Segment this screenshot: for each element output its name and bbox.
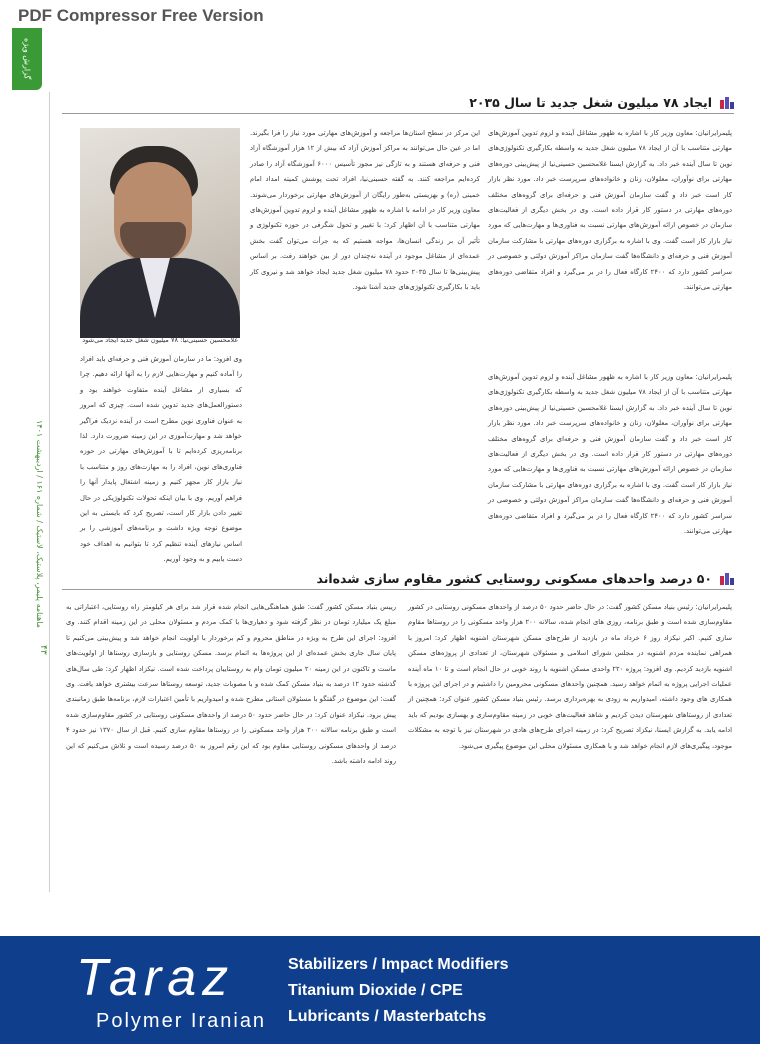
taraz-advertisement-banner — [0, 936, 760, 1044]
article2-column-left: رییس بنیاد مسکن کشور گفت: طبق هماهنگی‌هایی انجام شده قرار شد برای هر کیلومتر راه روستایی، اعتباراتی به مبلغ یک میلیارد تومان در نظر گرفته شود و دهیاری‌ها با کمک مردم و مسئولان محلی در این زمینه اقدام کنند. وی افزود: اجرای این طرح به ویژه در مناطق محروم و کم برخوردار با اولویت انجام خواهد شد و پیش‌بینی می‌کنیم تا پایان سال جاری بخش عمده‌ای از این پروژه‌ها به اتمام برسد. مسکن روستایی و بازسازی روستاها از اولویت‌های ماست و تاکنون در این زمینه ۲۰ میلیون تومان وام به روستاییان پرداخت شده است. نیکزاد اظهار کرد: طی سال‌های گذشته حدود ۱۲ درصد به بنیاد مسکن کمک شده و با مصوبات جدید، توسعه روستاها سرعت بیشتری خواهد یافت. وی گفت: این موضوع در گفتگو با مسئولان استانی مطرح شده و امیدواریم با تأمین اعتبارات لازم، برنامه‌ها طبق زمانبندی پیش برود. نیکزاد عنوان کرد: در حال حاضر حدود ۵۰ درصد از واحدهای مسکونی روستایی در کشور مقاوم‌سازی شده است و طبق برنامه سالانه ۲۰۰ هزار واحد مسکونی را در روستاها مقاوم سازی کنیم. قبل از سال ۱۳۷۰ نیز حدود ۴ درصد از واحدهای مسکونی روستایی مقاوم بود که این رقم امروز به ۵۰ درصد رسیده است و تلاش می‌کنیم که این روند ادامه داشته باشد. — [66, 603, 396, 766]
product-line: Lubricants / Masterbatchs — [288, 1008, 487, 1025]
article1-column-middle: این مرکز در سطح استان‌ها مراجعه و آموزش‌های مهارتی مورد نیاز را فرا بگیرند. اما در عین حال می‌توانند به مراکز آموزش آزاد که بیش از ۱۲ هزار آموزشگاه آزاد فنی و حرفه‌ای هستند و به تازگی نیز مجوز تأسیس ۶۰۰۰ آموزشگاه آزاد را صادر کرده‌ایم مراجعه کنند. به گفته حسینی‌نیا، افراد تحت پوشش کمیته امداد امام خمینی (ره) و بهزیستی به‌طور رایگان از آموزش‌های مهارتی برخوردار می‌شوند. معاون وزیر کار در ادامه با اشاره به ظهور مشاغل آینده و لزوم تدوین آموزش‌های مهارتی متناسب با آن اظهار کرد: با تغییر و تحول شگرفی در حوزه تکنولوژی و تأثیر آن بر زندگی انسان‌ها، مواجه هستیم که به جرأت می‌توان گفت بخش عمده‌ای از مشاغل موجود در آینده نه‌چندان دور از بین خواهند رفت. بر اساس پیش‌بینی‌ها تا سال ۲۰۳۵ حدود ۷۸ میلیون شغل جدید ایجاد خواهد شد و نیروی کار باید با بکارگیری تکنولوژی‌های جدید آشنا شود. — [250, 129, 480, 292]
bar-chart-icon — [718, 95, 734, 109]
side-divider — [49, 92, 50, 892]
photo-caption: غلامحسین حسینی‌نیا: ۷۸ میلیون شغل جدید ایجاد می‌شود — [82, 336, 238, 344]
taraz-logo-word: Taraz — [76, 949, 235, 1007]
page-number: ۴۳ — [38, 645, 48, 655]
article1-headline — [469, 92, 734, 112]
article2-rule — [62, 589, 734, 590]
article2-headline — [316, 568, 734, 588]
portrait-photo — [80, 128, 240, 330]
section-tab: گزارش ویژه — [12, 28, 42, 90]
product-line: Stabilizers / Impact Modifiers — [288, 956, 509, 973]
article1-column-right-continued: پلیمرایرانیان: معاون وزیر کار با اشاره به ظهور مشاغل آینده و لزوم تدوین آموزش‌های مهارتی متناسب با آن از ایجاد ۷۸ میلیون شغل جدید به واسطه بکارگیری تکنولوژی‌های نوین تا سال آینده خبر داد. به گزارش ایسنا غلامحسین حسینی‌نیا از پیش‌بینی دوره‌های مهارتی برای نوآوران، معلولان، زنان و خانواده‌های سرپرست خبر داد. مورد نظر بازار کار است خبر داد و گفت سازمان آموزش فنی و حرفه‌ای برای گروه‌های مختلف دوره‌های مهارتی در دستور کار قرار داده است. وی در بخش دیگری از فعالیت‌های سازمان در خصوص ارائه آموزش‌های مهارتی نسبت به فناوری‌ها و مهارت‌هایی که مورد نیاز بازار کار است گفت. وی با اشاره به برگزاری دوره‌های مهارتی با مشارکت سازمان آموزش فنی و حرفه‌ای و دانشگاه‌ها گفت سازمان مراکز آموزش دولتی و خصوصی در سراسر کشور دارد که ۲۴۰۰ کارگاه فعال را در بر می‌گیرد و افراد متقاضی دوره‌های مهارتی می‌توانند. — [488, 373, 732, 536]
taraz-logo-subtitle: Polymer Iranian — [96, 1010, 267, 1032]
article1-title: ایجاد ۷۸ میلیون شغل جدید تا سال ۲۰۳۵ — [469, 94, 712, 110]
article1-rule — [62, 113, 734, 114]
watermark-text: PDF Compressor Free Version — [18, 6, 264, 25]
article1-column-right: پلیمرایرانیان: معاون وزیر کار با اشاره به ظهور مشاغل آینده و لزوم تدوین آموزش‌های مهارتی متناسب با آن از ایجاد ۷۸ میلیون شغل جدید به واسطه بکارگیری تکنولوژی‌های نوین تا سال آینده خبر داد. به گزارش ایسنا غلامحسین حسینی‌نیا از پیش‌بینی دوره‌های مهارتی برای نوآوران، معلولان، زنان و خانواده‌های سرپرست خبر داد. مورد نظر بازار کار است خبر داد و گفت سازمان آموزش فنی و حرفه‌ای برای گروه‌های مختلف دوره‌های مهارتی در دستور کار قرار داده است. وی در بخش دیگری از فعالیت‌های سازمان در خصوص ارائه آموزش‌های مهارتی نسبت به فناوری‌ها و مهارت‌هایی که مورد نیاز بازار کار است گفت. وی با اشاره به برگزاری دوره‌های مهارتی با مشارکت سازمان آموزش فنی و حرفه‌ای و دانشگاه‌ها گفت سازمان مراکز آموزش دولتی و خصوصی در سراسر کشور دارد که ۲۴۰۰ کارگاه فعال را در بر می‌گیرد و افراد متقاضی دوره‌های مهارتی می‌توانند. — [488, 129, 732, 292]
magazine-issue-label: ماهنامه پلیمر، پلاستیک، لاستیک / شماره ۱۶۱ / اردیبهشت ۱۴۰۱ — [35, 420, 44, 628]
article2-column-right: پلیمرایرانیان: رئیس بنیاد مسکن کشور گفت: در حال حاضر حدود ۵۰ درصد از واحدهای مسکونی روستایی در کشور مقاوم‌سازی شده است و طبق برنامه، روزی های انجام شده، سالانه ۲۰۰ هزار واحد مسکونی را در روستاها مقاوم سازی کنیم. اکبر نیکزاد روز ۶ خرداد ماه در بازدید از طرح‌های مسکن شهرستان اشنویه اظهار کرد: امروز با همراهی نماینده مردم اشنویه در مجلس شورای اسلامی و مسئولان شهرستان، از تعدادی از پروژه‌های مسکن اشنویه بازدید کردیم. وی افزود: پروژه ۲۲۰ واحدی مسکن اشنویه با روند خوبی در حال انجام است و تا ۱۰ ماه آینده عملیات اجرایی پروژه به اتمام خواهد رسید. همچنین واحدهای مسکونی محرومین را داشتیم و در اجرای این پروژه با همکاری های وجود داشته، امیدواریم به زودی به بهره‌برداری برسد. رئیس بنیاد مسکن کشور عنوان کرد: همچنین از تعدادی از روستاهای شهرستان دیدن کردیم و شاهد فعالیت‌های خوبی در زمینه مقاوم‌سازی و بهسازی بودیم که باید ادامه یابد. به گزارش ایسنا، نیکزاد تصریح کرد: در زمینه اجرای طرح‌های هادی در شهرستان نیز با توجه به مشکلات موجود، پیگیری‌های لازم انجام خواهد شد و با همکاری مسئولان محلی این موضوع پیگیری می‌شود. — [408, 603, 732, 750]
product-list — [288, 952, 748, 1030]
product-line: Titanium Dioxide / CPE — [288, 982, 463, 999]
bar-chart-icon — [718, 571, 734, 585]
article1-column-left: وی افزود: ما در سازمان آموزش فنی و حرفه‌ای باید افراد را آماده کنیم و مهارت‌هایی لازم را به آنها ارائه دهیم. چرا که بسیاری از مشاغل آینده متفاوت خواهند بود و دستورالعمل‌های جدید تدوین شده است. چیزی که امروز به عنوان فناوری نوین مطرح است در آینده نزدیک فراگیر خواهد شد و مهارت‌آموزی در این زمینه ضرورت دارد. لذا برنامه‌ریزی کرده‌ایم تا با آموزش‌های مهارتی در حوزه فناوری‌های نوین، افراد را به مهارت‌های روز و متناسب با نیاز بازار کار مجهز کنیم و زمینه اشتغال پایدار آنها را فراهم آوریم. وی با بیان اینکه تحولات تکنولوژیکی در حال تغییر دادن بازار کار است، تصریح کرد که بایستی به این موضوع توجه ویژه داشت و برنامه‌های آموزشی را بر اساس نیازهای آینده تنظیم کرد تا بتوانیم به اهداف خود دست یابیم و به وجود آوریم. — [80, 355, 242, 564]
article2-title: ۵۰ درصد واحدهای مسکونی روستایی کشور مقاوم سازی شده‌اند — [316, 570, 712, 586]
